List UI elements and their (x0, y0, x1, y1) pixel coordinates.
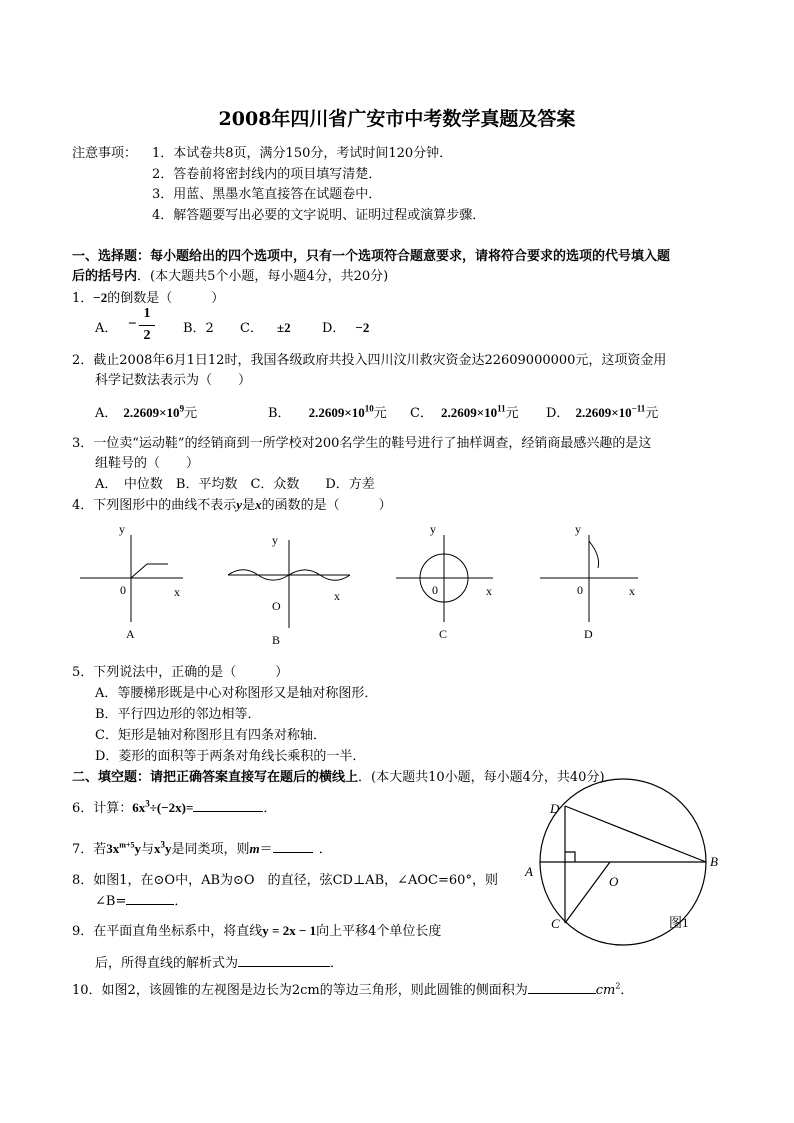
q4-x: x (255, 497, 262, 512)
q7-pre: 7．若 (72, 842, 107, 857)
fig1-point-a: A (525, 864, 533, 879)
graph-c-y-label: y (430, 522, 436, 536)
q7-math-3: x (154, 841, 161, 856)
graph-a-x-label: x (174, 585, 180, 599)
q5-opt-a: A．等腰梯形既是中心对称图形又是轴对称图形． (95, 686, 378, 701)
notes-item-3: 3．用蓝、黑墨水笔直接答在试题卷中． (152, 187, 382, 202)
q2-opt-a-base: 2.2609×10 (123, 405, 180, 420)
q8-answer-blank[interactable] (126, 891, 174, 905)
q7-math-4: y (165, 841, 172, 856)
q9-answer-blank[interactable] (238, 953, 330, 967)
section2-scoring: ．(本大题共10小题，每小题4分，共40分) (358, 770, 605, 785)
graph-b-x-label: x (334, 589, 340, 603)
q5-opt-c: C．矩形是轴对称图形且有四条对称轴． (95, 728, 326, 743)
q1-opt-a-sign: − (128, 316, 137, 332)
q10-text: 10．如图2，该圆锥的左视图是边长为2cm的等边三角形，则此圆锥的侧面积为 (72, 983, 528, 998)
q5-opt-d: D．菱形的面积等于两条对角线长乘积的一半． (95, 749, 366, 764)
notes-item-1: 1．本试卷共8页，满分150分，考试时间120分钟． (152, 146, 453, 161)
q2-opt-b-base: 2.2609×10 (308, 405, 365, 420)
graph-d-origin: 0 (577, 583, 583, 597)
q5-opt-b: B．平行四边形的邻边相等． (95, 707, 261, 722)
q6 (72, 797, 276, 816)
graph-a-y-label: y (119, 522, 125, 536)
q1-opt-a-label: A． (95, 321, 118, 336)
graph-c-x-label: x (486, 584, 492, 598)
q6-math-2: ÷(−2x)= (149, 800, 194, 815)
q4-post: 的函数的是（ ） (261, 498, 392, 513)
page-title: 2008年四川省广安市中考数学真题及答案 (218, 108, 576, 130)
q10-end: ． (620, 983, 634, 998)
q2-opt-b-exp: 10 (364, 403, 374, 414)
q2-opt-a-unit: 元 (184, 406, 198, 421)
q6-post: ． (263, 801, 277, 816)
q2-opt-d-label: D． (546, 406, 570, 421)
fig1-chord-db (565, 806, 706, 862)
q3-options: A． 中位数 B．平均数 C．众数 D．方差 (95, 477, 375, 492)
q2-opt-b-unit: 元 (373, 406, 387, 421)
section2-heading (72, 766, 605, 785)
fig1-caption: 图1 (669, 915, 689, 930)
q8-line1: 8．如图1，在⊙O中，AB为⊙O 的直径，弦CD⊥AB，∠AOC=60°，则 (72, 873, 498, 888)
graph-c-label: C (439, 627, 448, 641)
q7-math-2: y (134, 841, 142, 856)
q10 (72, 979, 633, 998)
q1-text: 的倒数是（ ） (107, 291, 225, 306)
q10-answer-blank[interactable] (528, 980, 596, 994)
graph-b-y-label: y (272, 533, 278, 547)
q4-y: y (236, 497, 243, 512)
q1-opt-c-label: C． (240, 321, 263, 336)
section1-scoring: ．(本大题共5个小题，每小题4分，共20分) (137, 269, 389, 284)
graph-d-label: D (584, 627, 593, 641)
graph-d-x-label: x (629, 584, 635, 598)
q9-math: y = 2x − 1 (262, 923, 317, 938)
q7-mid: 与 (141, 842, 155, 857)
fig1-point-b: B (710, 854, 718, 869)
notes-label: 注意事项： (72, 146, 138, 161)
q7-sup-2: 3 (160, 839, 166, 850)
q2-opt-d-unit: 元 (645, 406, 659, 421)
q2-opt-b-label: B． (268, 406, 291, 421)
q9-pre: 9．在平面直角坐标系中，将直线 (72, 924, 263, 939)
q10-unit-sup: 2 (615, 981, 621, 991)
q8-line2 (95, 890, 187, 909)
section1-heading: 一、选择题：每小题给出的四个选项中，只有一个选项符合题意要求，请将符合要求的选项的代号填入题 (72, 249, 671, 264)
q8-angle-b: ∠B= (95, 894, 127, 909)
q1-opt-d-label: D． (322, 321, 346, 336)
q7-equals: ＝ (259, 842, 273, 857)
fig1-right-angle (565, 852, 575, 862)
section1-bold: 后的括号内 (72, 269, 138, 284)
q2-opt-d-exp: −11 (631, 403, 646, 414)
q9-line2-text: 后，所得直线的解析式为 (95, 956, 239, 971)
q7-math-m: m (249, 841, 260, 856)
q3-stem-line1: 3．一位卖“运动鞋”的经销商到一所学校对200名学生的鞋号进行了抽样调查，经销商最感兴趣的是这 (72, 436, 652, 451)
q9-post: 向上平移4个单位长度 (316, 924, 442, 939)
q8-post: ． (174, 894, 188, 909)
q2-opt-a-exp: 9 (179, 403, 185, 414)
q7-answer-blank[interactable] (273, 839, 313, 853)
q2-opt-d-base: 2.2609×10 (575, 405, 632, 420)
q10-unit: cm (595, 983, 616, 998)
graph-a-curve (131, 564, 168, 578)
q2-stem-line1: 2．截止2008年6月1日12时，我国各级政府共投入四川汶川救灾资金达22609000000元，这项资金用 (72, 353, 667, 368)
q1-math: −2 (93, 290, 108, 305)
q4-mid: 是 (242, 498, 256, 513)
fig1-point-c: C (551, 916, 560, 931)
q2-opt-a-label: A． (95, 406, 118, 421)
q7-post: ． (318, 842, 332, 857)
fig1-point-d: D (550, 801, 560, 816)
q2-opt-c-base: 2.2609×10 (440, 405, 498, 420)
q9-line1 (72, 920, 441, 939)
q2-opt-c-label: C． (410, 406, 433, 421)
q6-answer-blank[interactable] (193, 798, 263, 812)
q1-number: 1． (72, 291, 94, 306)
section2-bold: 二、填空题：请把正确答案直接写在题后的横线上 (72, 770, 359, 785)
graph-a-label: A (126, 627, 135, 641)
q4-pre: 4．下列图形中的曲线不表示 (72, 498, 237, 513)
q5-stem: 5．下列说法中，正确的是（ ） (72, 665, 289, 680)
graph-d-curve (589, 541, 599, 568)
q2-opt-c-exp: 11 (497, 403, 506, 414)
q1-opt-a-numerator: 1 (143, 306, 151, 321)
fig1-point-o: O (609, 874, 619, 889)
graph-b-origin: O (272, 599, 281, 613)
notes-item-4: 4．解答题要写出必要的文字说明、证明过程或演算步骤． (152, 208, 486, 223)
q7 (72, 838, 332, 857)
q7-sup-1: m+5 (119, 840, 135, 850)
q2-opt-c-unit: 元 (505, 406, 519, 421)
notes-item-2: 2．答卷前将密封线内的项目填写清楚． (152, 167, 382, 182)
q9-line2 (95, 952, 343, 971)
q7-text: 是同类项，则 (171, 842, 250, 857)
graph-d-y-label: y (575, 522, 581, 536)
graph-b-label: B (272, 633, 281, 647)
q3-stem-line2: 组鞋号的（ ） (95, 456, 200, 471)
q1-opt-d-value: −2 (355, 320, 370, 335)
q1-opt-a-denominator: 2 (143, 328, 151, 343)
q1-opt-c-value: ±2 (276, 320, 291, 335)
q9-line2-end: ． (330, 956, 344, 971)
graph-c-origin: 0 (432, 583, 438, 597)
q1-opt-b: B．2 (183, 321, 214, 336)
graph-a-origin: 0 (120, 583, 126, 597)
q2-stem-line2: 科学记数法表示为（ ） (95, 373, 252, 388)
q6-pre: 6．计算： (72, 801, 133, 816)
q6-math-1: 6x (132, 800, 146, 815)
q6-sup: 3 (145, 798, 150, 809)
q7-math-1: 3x (106, 841, 120, 856)
fig1-radius-oc (565, 862, 610, 923)
